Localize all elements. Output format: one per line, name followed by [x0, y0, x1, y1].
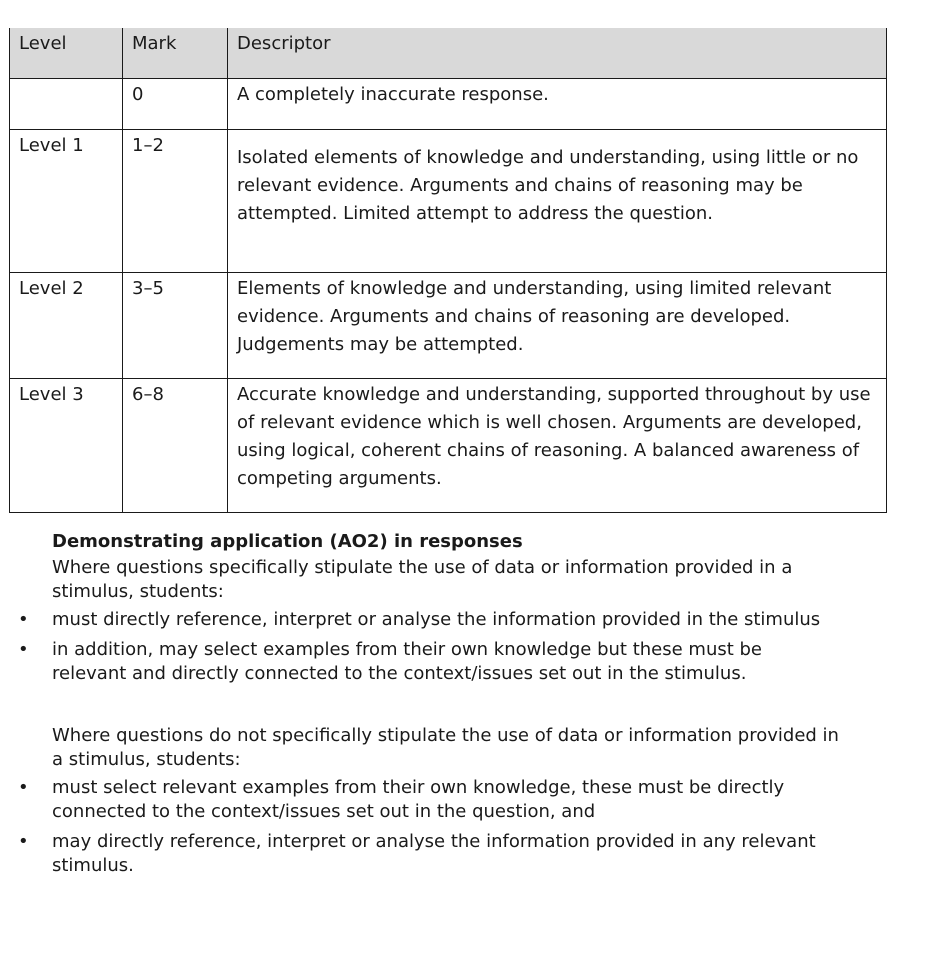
- list-item: [0, 776, 842, 824]
- cell-descriptor: Isolated elements of knowledge and understanding, using little or no relevant evidence. Arguments and chains of reasoning may be attempted. Limited attempt to address the question.: [228, 130, 887, 273]
- cell-descriptor: A completely inaccurate response.: [228, 79, 887, 130]
- header-descriptor: Descriptor: [228, 28, 887, 79]
- ao2-guidance-section: [0, 526, 941, 884]
- stipulated-bullet-list: [0, 608, 941, 686]
- list-item-text: in addition, may select examples from their own knowledge but these must be relevant and directly connected to the context/issues set out in the stimulus.: [52, 639, 763, 684]
- list-item: [0, 830, 842, 878]
- cell-mark: 3–5: [123, 273, 228, 379]
- cell-level: [10, 79, 123, 130]
- cell-level: Level 1: [10, 130, 123, 273]
- list-item: [0, 638, 842, 686]
- stipulated-intro: Where questions specifically stipulate the use of data or information provided in a stimulus, students:: [52, 557, 793, 602]
- header-mark: Mark: [123, 28, 228, 79]
- table-row: [10, 130, 887, 273]
- list-item-text: must select relevant examples from their own knowledge, these must be directly connected to the context/issues set out in the question, and: [52, 777, 785, 822]
- header-row: [10, 28, 887, 79]
- cell-mark: 0: [123, 79, 228, 130]
- table-body: [10, 79, 887, 513]
- cell-mark: 6–8: [123, 379, 228, 513]
- cell-descriptor: Accurate knowledge and understanding, supported throughout by use of relevant evidence which is well chosen. Arguments are developed, using logical, coherent chains of reasoning. A balanced awareness of competing arguments.: [228, 379, 887, 513]
- cell-mark: 1–2: [123, 130, 228, 273]
- bullet-icon: •: [18, 639, 29, 660]
- table-row: [10, 79, 887, 130]
- bullet-icon: •: [18, 609, 29, 630]
- cell-descriptor: Elements of knowledge and understanding, using limited relevant evidence. Arguments and chains of reasoning are developed. Judgements may be attempted.: [228, 273, 887, 379]
- list-item-text: must directly reference, interpret or analyse the information provided in the stimulus: [52, 609, 821, 630]
- table-row: [10, 379, 887, 513]
- bullet-icon: •: [18, 831, 29, 852]
- header-level: Level: [10, 28, 123, 79]
- levels-table-container: [9, 28, 886, 513]
- table-row: [10, 273, 887, 379]
- cell-level: Level 2: [10, 273, 123, 379]
- cell-level: Level 3: [10, 379, 123, 513]
- list-item: [0, 608, 842, 632]
- not-stipulated-intro: Where questions do not specifically stipulate the use of data or information provided in a stimulus, students:: [52, 725, 839, 770]
- bullet-icon: •: [18, 777, 29, 798]
- section-heading: Demonstrating application (AO2) in responses: [52, 531, 523, 552]
- list-item-text: may directly reference, interpret or analyse the information provided in any relevant stimulus.: [52, 831, 816, 876]
- not-stipulated-bullet-list: [0, 776, 941, 878]
- table-header: [10, 28, 887, 79]
- levels-mark-table: [9, 28, 887, 513]
